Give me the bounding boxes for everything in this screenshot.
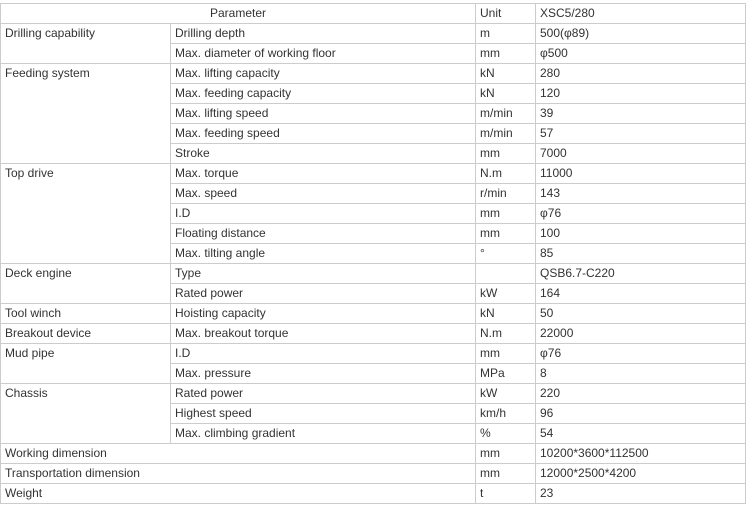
group-transportation-dimension: Transportation dimension: [1, 464, 476, 484]
value-cell: 12000*2500*4200: [536, 464, 746, 484]
item-label: Max. lifting speed: [171, 104, 476, 124]
value-cell: 39: [536, 104, 746, 124]
table-row: [1, 304, 746, 324]
unit-cell: r/min: [476, 184, 536, 204]
unit-cell: N.m: [476, 164, 536, 184]
table-row: [1, 444, 746, 464]
item-label: I.D: [171, 204, 476, 224]
group-feeding-system: Feeding system: [1, 64, 171, 164]
value-cell: 11000: [536, 164, 746, 184]
value-cell: 85: [536, 244, 746, 264]
unit-cell: °: [476, 244, 536, 264]
item-label: Floating distance: [171, 224, 476, 244]
group-breakout-device: Breakout device: [1, 324, 171, 344]
table-row: [1, 324, 746, 344]
group-working-dimension: Working dimension: [1, 444, 476, 464]
value-cell: 23: [536, 484, 746, 504]
value-cell: 120: [536, 84, 746, 104]
unit-cell: kW: [476, 384, 536, 404]
table-row: [1, 24, 746, 44]
table-row: [1, 64, 746, 84]
item-label: Max. diameter of working floor: [171, 44, 476, 64]
item-label: Max. breakout torque: [171, 324, 476, 344]
unit-cell: km/h: [476, 404, 536, 424]
item-label: Max. tilting angle: [171, 244, 476, 264]
value-cell: 7000: [536, 144, 746, 164]
value-cell: 54: [536, 424, 746, 444]
header-model: XSC5/280: [536, 4, 746, 24]
group-tool-winch: Tool winch: [1, 304, 171, 324]
group-chassis: Chassis: [1, 384, 171, 444]
table-row: [1, 484, 746, 504]
unit-cell: mm: [476, 464, 536, 484]
unit-cell: m/min: [476, 124, 536, 144]
table-row: [1, 464, 746, 484]
value-cell: 50: [536, 304, 746, 324]
group-weight: Weight: [1, 484, 476, 504]
value-cell: 164: [536, 284, 746, 304]
unit-cell: m/min: [476, 104, 536, 124]
unit-cell: MPa: [476, 364, 536, 384]
table-row: [1, 344, 746, 364]
unit-cell: mm: [476, 144, 536, 164]
value-cell: 22000: [536, 324, 746, 344]
group-mud-pipe: Mud pipe: [1, 344, 171, 384]
table-row: [1, 384, 746, 404]
item-label: Max. speed: [171, 184, 476, 204]
value-cell: 280: [536, 64, 746, 84]
group-drilling-capability: Drilling capability: [1, 24, 171, 64]
header-unit: Unit: [476, 4, 536, 24]
item-label: Max. lifting capacity: [171, 64, 476, 84]
unit-cell: [476, 264, 536, 284]
unit-cell: t: [476, 484, 536, 504]
unit-cell: mm: [476, 224, 536, 244]
value-cell: 10200*3600*112500: [536, 444, 746, 464]
value-cell: φ76: [536, 344, 746, 364]
unit-cell: kW: [476, 284, 536, 304]
item-label: Stroke: [171, 144, 476, 164]
unit-cell: kN: [476, 64, 536, 84]
item-label: Hoisting capacity: [171, 304, 476, 324]
header-parameter: Parameter: [1, 4, 476, 24]
group-top-drive: Top drive: [1, 164, 171, 264]
value-cell: 220: [536, 384, 746, 404]
item-label: Max. feeding capacity: [171, 84, 476, 104]
item-label: Type: [171, 264, 476, 284]
item-label: Drilling depth: [171, 24, 476, 44]
item-label: Max. feeding speed: [171, 124, 476, 144]
table-row: [1, 164, 746, 184]
unit-cell: N.m: [476, 324, 536, 344]
value-cell: 100: [536, 224, 746, 244]
item-label: Highest speed: [171, 404, 476, 424]
value-cell: 57: [536, 124, 746, 144]
item-label: Rated power: [171, 384, 476, 404]
unit-cell: %: [476, 424, 536, 444]
unit-cell: kN: [476, 304, 536, 324]
unit-cell: mm: [476, 44, 536, 64]
value-cell: φ76: [536, 204, 746, 224]
item-label: Max. torque: [171, 164, 476, 184]
value-cell: 500(φ89): [536, 24, 746, 44]
unit-cell: mm: [476, 204, 536, 224]
spec-table: [0, 3, 746, 504]
group-deck-engine: Deck engine: [1, 264, 171, 304]
item-label: Rated power: [171, 284, 476, 304]
item-label: I.D: [171, 344, 476, 364]
unit-cell: kN: [476, 84, 536, 104]
value-cell: QSB6.7-C220: [536, 264, 746, 284]
value-cell: 8: [536, 364, 746, 384]
item-label: Max. climbing gradient: [171, 424, 476, 444]
header-row: [1, 4, 746, 24]
table-row: [1, 264, 746, 284]
value-cell: φ500: [536, 44, 746, 64]
value-cell: 143: [536, 184, 746, 204]
unit-cell: m: [476, 24, 536, 44]
value-cell: 96: [536, 404, 746, 424]
item-label: Max. pressure: [171, 364, 476, 384]
unit-cell: mm: [476, 444, 536, 464]
unit-cell: mm: [476, 344, 536, 364]
